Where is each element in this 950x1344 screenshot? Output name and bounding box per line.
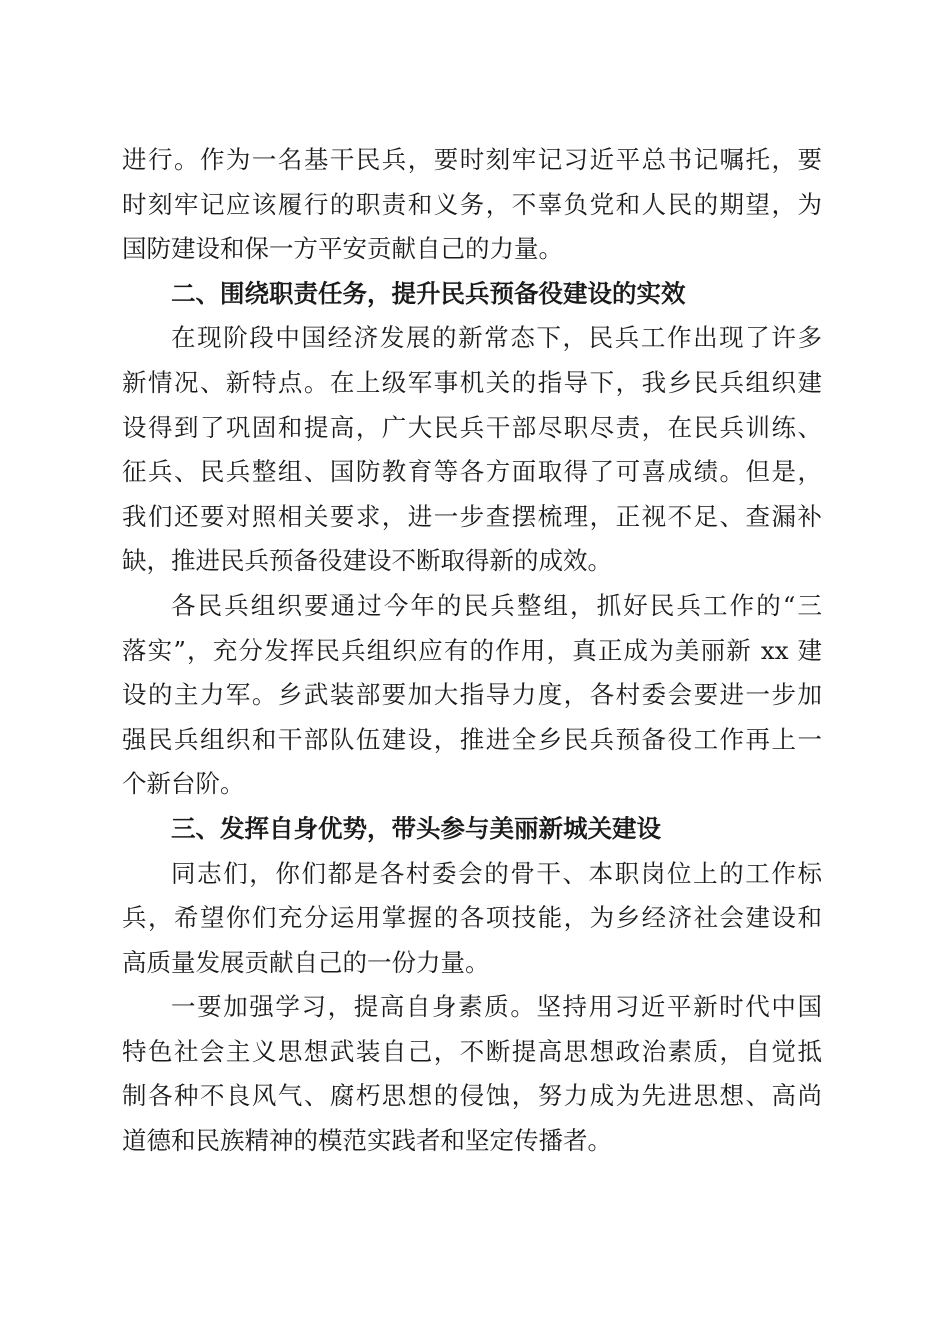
paragraph [122, 985, 822, 1163]
paragraph [122, 852, 822, 986]
paragraph-line: 个新台阶。 [122, 769, 245, 799]
paragraph-line: 我们还要对照相关要求，进一步查摆梳理，正视不足、查漏补 [122, 501, 822, 531]
paragraph-line: 时刻牢记应该履行的职责和义务，不辜负党和人民的期望，为 [122, 189, 822, 219]
paragraph [122, 316, 822, 584]
paragraph-line: 在现阶段中国经济发展的新常态下，民兵工作出现了许多 [171, 323, 822, 353]
paragraph-line: 制各种不良风气、腐朽思想的侵蚀，努力成为先进思想、高尚 [122, 1081, 822, 1111]
paragraph-line: 落实”，充分发挥民兵组织应有的作用，真正成为美丽新 xx 建 [122, 635, 822, 665]
paragraph-line: 进行。作为一名基干民兵，要时刻牢记习近平总书记嘱托，要 [122, 145, 822, 174]
paragraph-line: 设的主力军。乡武装部要加大指导力度，各村委会要进一步加 [122, 680, 822, 710]
paragraph-line: 设得到了巩固和提高，广大民兵干部尽职尽责，在民兵训练、 [122, 412, 822, 442]
section-heading [122, 272, 822, 317]
paragraph-line: 国防建设和保一方平安贡献自己的力量。 [122, 234, 563, 264]
paragraph [122, 138, 822, 272]
paragraph-line: 道德和民族精神的模范实践者和坚定传播者。 [122, 1126, 612, 1156]
paragraph-line: 征兵、民兵整组、国防教育等各方面取得了可喜成绩。但是， [122, 457, 822, 487]
paragraph-line: 强民兵组织和干部队伍建设，推进全乡民兵预备役工作再上一 [122, 724, 822, 754]
paragraph-line: 特色社会主义思想武装自己，不断提高思想政治素质，自觉抵 [122, 1036, 822, 1066]
paragraph-line: 同志们，你们都是各村委会的骨干、本职岗位上的工作标 [171, 858, 822, 888]
paragraph-line: 高质量发展贡献自己的一份力量。 [122, 947, 490, 977]
heading-text: 三、发挥自身优势，带头参与美丽新城关建设 [171, 813, 661, 843]
paragraph-line: 一要加强学习，提高自身素质。坚持用习近平新时代中国 [171, 992, 822, 1022]
section-heading [122, 807, 822, 852]
paragraph [122, 584, 822, 807]
paragraph-line: 各民兵组织要通过今年的民兵整组，抓好民兵工作的“三 [171, 590, 822, 620]
document-page [122, 138, 822, 1164]
heading-text: 二、围绕职责任务，提升民兵预备役建设的实效 [171, 278, 686, 308]
paragraph-line: 缺，推进民兵预备役建设不断取得新的成效。 [122, 546, 612, 576]
paragraph-line: 新情况、新特点。在上级军事机关的指导下，我乡民兵组织建 [122, 367, 822, 397]
paragraph-line: 兵，希望你们充分运用掌握的各项技能，为乡经济社会建设和 [122, 903, 822, 933]
